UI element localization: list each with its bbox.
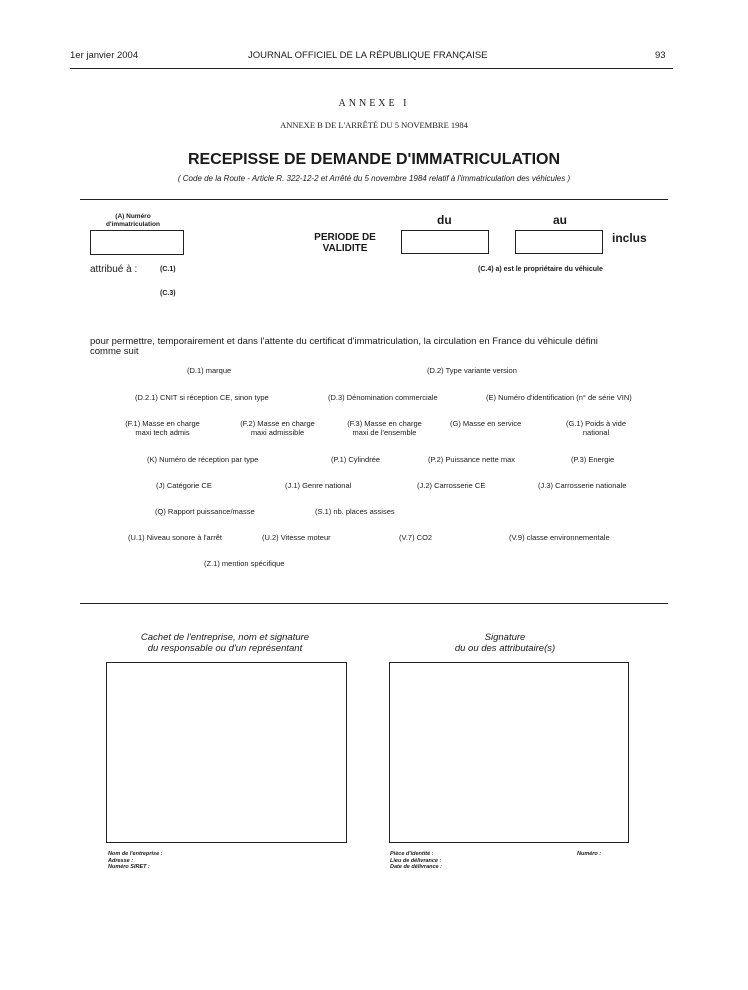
assignee-signature-box[interactable] [389,662,629,843]
company-address-label: Adresse : [108,857,134,864]
purpose-line2: comme suit [90,346,139,357]
issue-date-label: Date de délivrance : [390,864,442,870]
company-name-label: Nom de l'entreprise : [108,851,163,857]
form-reference: ( Code de la Route - Article R. 322-12-2 et Arrêté du 5 novembre 1984 relatif à l'immatriculation des véhicules ) [177,174,571,183]
field-d1-make: (D.1) marque [187,366,232,375]
validity-period-line2: VALIDITE [322,243,368,254]
field-j2-ce-body: (J.2) Carrosserie CE [417,481,486,490]
field-f2-max-mass [230,419,325,437]
field-j-ce-category: (J) Catégorie CE [156,481,212,490]
field-f2-line1: (F.2) Masse en charge [240,419,315,428]
header-date: 1er janvier 2004 [70,50,139,61]
registration-label-line1: (A) Numéro [115,213,151,220]
field-v7-co2: (V.7) CO2 [399,533,433,542]
company-signature-title-line2: du responsable ou d'un représentant [147,643,303,654]
company-details [108,851,163,871]
from-label: du [437,213,452,227]
field-j3-national-body: (J.3) Carrosserie nationale [538,481,627,490]
header-rule [70,68,673,69]
field-j1-national-genre: (J.1) Genre national [285,481,352,490]
field-k-reception-number: (K) Numéro de réception par type [147,455,259,464]
field-g1-line2: national [582,428,610,437]
assigned-label: attribué à : [90,264,138,275]
assignee-signature-title-line1: Signature [484,632,526,643]
field-p1-displacement: (P.1) Cylindrée [331,455,381,464]
assignee-signature-title [390,632,620,654]
to-label: au [553,213,568,227]
field-u1-noise-level: (U.1) Niveau sonore à l'arrêt [128,533,222,542]
field-d3-commercial-name: (D.3) Dénomination commerciale [328,393,438,402]
registration-number-box[interactable] [90,230,184,255]
validity-period-label [305,232,385,254]
registration-label-line2: d'immatriculation [106,221,160,228]
inclusive-label: inclus [612,231,647,245]
annex-subtitle: ANNEXE B DE L'ARRÊTÉ DU 5 NOVEMBRE 1984 [280,120,468,130]
validity-to-box[interactable] [515,230,603,254]
form-title: RECEPISSE DE DEMANDE D'IMMATRICULATION [187,151,561,168]
field-q-power-mass-ratio: (Q) Rapport puissance/masse [155,507,255,516]
id-number-label: Numéro : [577,851,602,857]
company-signature-box[interactable] [106,662,347,843]
field-f1-line2: maxi tech admis [135,428,190,437]
field-e-vin: (E) Numéro d'identification (n° de série VIN) [486,393,632,402]
issue-place-label: Lieu de délivrance : [390,857,442,864]
field-f3-line1: (F.3) Masse en charge [347,419,422,428]
field-f3-line2: maxi de l'ensemble [352,428,417,437]
field-u2-engine-speed: (U.2) Vitesse moteur [262,533,331,542]
assignee-signature-title-line2: du ou des attributaire(s) [454,643,556,654]
c3-field: (C.3) [160,290,176,297]
field-f3-max-combination-mass [337,419,432,437]
field-f1-max-tech-mass [120,419,205,437]
field-p3-energy: (P.3) Energie [571,455,615,464]
purpose-text [90,337,598,357]
c1-field: (C.1) [160,266,176,273]
validity-from-box[interactable] [401,230,489,254]
company-siret-label: Numéro SIRET : [108,864,150,870]
validity-period-line1: PERIODE DE [314,232,376,243]
id-document-label: Pièce d'identité : [390,851,434,857]
c4-field: (C.4) a) est le propriétaire du véhicule [478,266,603,273]
signature-section-rule [80,603,668,604]
field-g-mass-in-service: (G) Masse en service [450,419,522,428]
field-g1-line1: (G.1) Poids à vide [565,419,627,428]
company-signature-title-line1: Cachet de l'entreprise, nom et signature [140,632,310,643]
field-z1-specific-mention: (Z.1) mention spécifique [204,559,285,568]
header-page-number: 93 [655,50,666,61]
field-f1-line1: (F.1) Masse en charge [125,419,200,428]
annex-title: ANNEXE I [338,98,410,109]
field-f2-line2: maxi admissible [250,428,305,437]
header-journal: JOURNAL OFFICIEL DE LA RÉPUBLIQUE FRANÇAISE [248,50,488,61]
field-s1-seats: (S.1) nb. places assises [315,507,395,516]
title-rule [80,199,668,200]
company-signature-title [100,632,350,654]
field-d21-cnit: (D.2.1) CNIT si réception CE, sinon type [135,393,269,402]
field-g1-empty-weight [556,419,636,437]
purpose-line1: pour permettre, temporairement et dans l'attente du certificat d'immatriculation, la circulation en France du véhicule défini [90,336,598,347]
registration-label [88,213,178,229]
field-p2-max-power: (P.2) Puissance nette max [428,455,515,464]
field-d2-type: (D.2) Type variante version [427,366,517,375]
field-v9-environmental-class: (V.9) classe environnementale [509,533,610,542]
assignee-id-details [390,851,442,871]
